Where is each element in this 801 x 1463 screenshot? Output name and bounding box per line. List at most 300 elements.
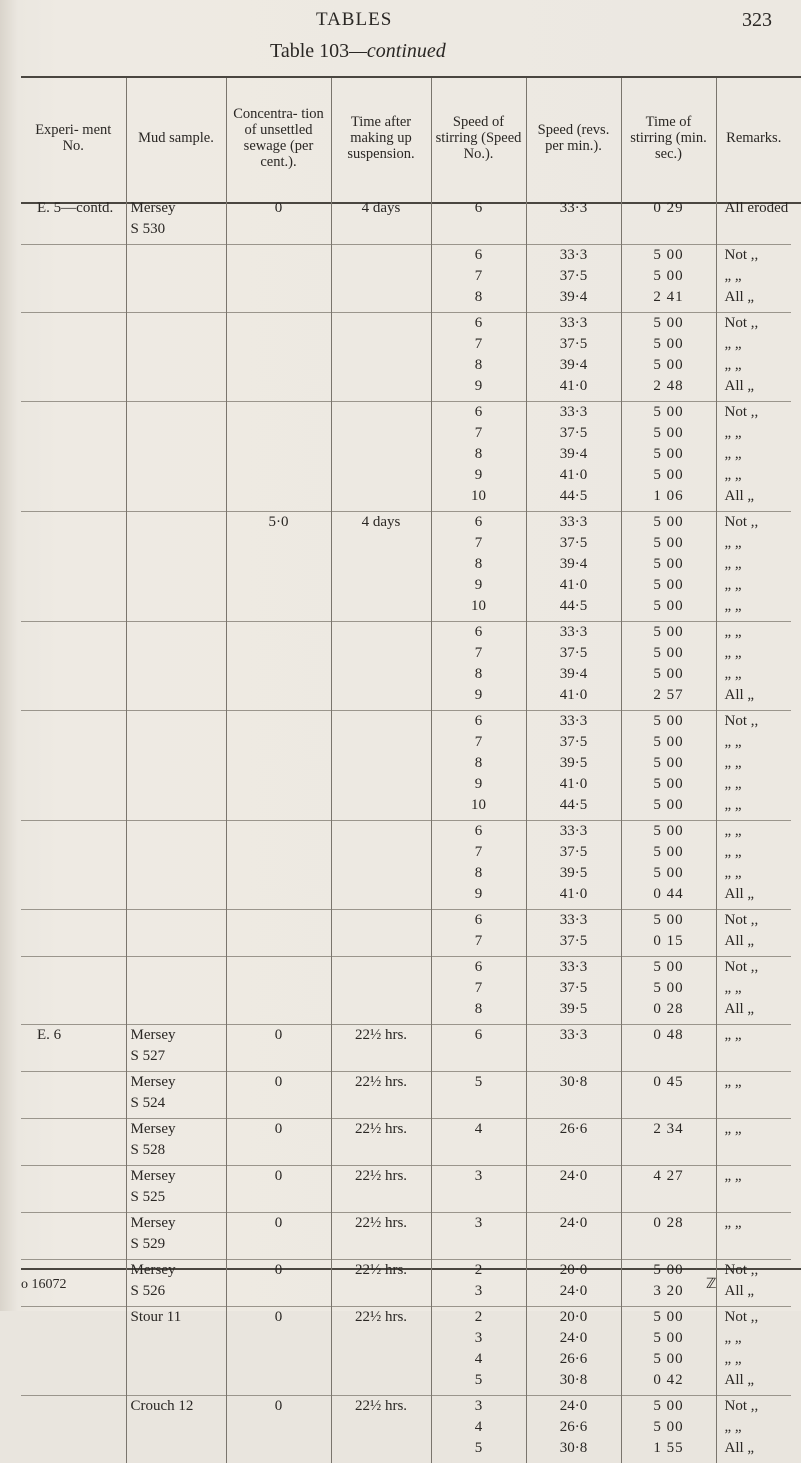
time-of-stirring-line: 5 00: [653, 315, 684, 331]
speed-no-line: 6: [474, 514, 483, 530]
speed-revs-line: 37·5: [559, 336, 588, 352]
time-of-stirring-line: 0 44: [653, 886, 684, 902]
speed-revs-line: 20·0: [559, 1262, 588, 1278]
mud-sample-line: Stour 11: [130, 1309, 182, 1325]
experiment-cell: [21, 957, 126, 1021]
remarks-line: „ „: [724, 556, 742, 572]
column-header-speed-no: Speed of stirring (Speed No.).: [431, 78, 526, 198]
time-of-stirring-cell: [621, 1166, 716, 1209]
time-of-stirring-line: 5 00: [653, 823, 684, 839]
table-row: [21, 1260, 791, 1303]
concentration-line: 0: [274, 1398, 283, 1414]
speed-revs-line: 39·5: [559, 755, 588, 771]
speed-no-cell: [431, 198, 526, 240]
remarks-line: All „: [724, 933, 755, 949]
time-after-line: 22½ hrs.: [354, 1121, 408, 1137]
remarks-line: „ „: [724, 425, 742, 441]
speed-no-cell: [431, 1307, 526, 1392]
time-of-stirring-line: 1 55: [653, 1440, 684, 1456]
time-of-stirring-line: 2 57: [653, 687, 684, 703]
speed-no-line: 6: [474, 959, 483, 975]
time-of-stirring-cell: [621, 957, 716, 1021]
speed-revs-line: 33·3: [559, 315, 588, 331]
time-of-stirring-cell: [621, 245, 716, 309]
experiment-line: [37, 910, 122, 931]
time-of-stirring-cell: [621, 1025, 716, 1068]
table-row: [21, 512, 791, 618]
experiment-line: E. 5—contd.: [37, 200, 114, 216]
speed-revs-line: 33·3: [559, 713, 588, 729]
experiment-cell: [21, 512, 126, 618]
experiment-cell: [21, 1025, 126, 1068]
remarks-cell: [716, 198, 791, 240]
speed-no-line: 10: [471, 797, 486, 813]
time-of-stirring-line: 5 00: [653, 713, 684, 729]
speed-no-line: 6: [474, 247, 483, 263]
speed-no-line: 3: [474, 1398, 483, 1414]
remarks-line: „ „: [724, 577, 742, 593]
time-of-stirring-cell: [621, 402, 716, 508]
concentration-line: [231, 402, 327, 423]
speed-no-line: 10: [471, 488, 486, 504]
spacer-cell: [226, 1459, 331, 1463]
speed-no-line: 6: [474, 713, 483, 729]
remarks-cell: [716, 1166, 791, 1209]
speed-revs-cell: [526, 957, 621, 1021]
time-of-stirring-cell: [621, 821, 716, 906]
remarks-line: Not ,,: [724, 912, 759, 928]
speed-no-line: 8: [474, 446, 483, 462]
remarks-line: „ „: [724, 1121, 742, 1137]
experiment-cell: [21, 1213, 126, 1256]
mud-sample-line: Mersey: [130, 1168, 176, 1184]
mud-sample-line: S 526: [130, 1283, 166, 1299]
speed-revs-cell: [526, 1119, 621, 1162]
experiment-line: [37, 622, 122, 643]
speed-no-line: 7: [474, 980, 483, 996]
time-after-cell: [331, 1166, 431, 1209]
spacer-cell: [621, 1459, 716, 1463]
speed-no-line: 6: [474, 912, 483, 928]
speed-revs-line: 33·3: [559, 823, 588, 839]
remarks-cell: [716, 1025, 791, 1068]
concentration-cell: [226, 198, 331, 240]
speed-no-line: 6: [474, 404, 483, 420]
time-of-stirring-line: 5 00: [653, 734, 684, 750]
speed-no-cell: [431, 1396, 526, 1460]
experiment-cell: [21, 198, 126, 240]
table-row: [21, 1119, 791, 1162]
speed-revs-line: 41·0: [559, 886, 588, 902]
speed-revs-line: 37·5: [559, 425, 588, 441]
speed-no-cell: [431, 711, 526, 817]
concentration-line: 0: [274, 1074, 283, 1090]
time-of-stirring-line: 5 00: [653, 1262, 684, 1278]
speed-revs-line: 33·3: [559, 514, 588, 530]
time-of-stirring-line: 5 00: [653, 959, 684, 975]
time-after-cell: [331, 245, 431, 309]
time-after-line: 22½ hrs.: [354, 1215, 408, 1231]
time-after-line: [336, 910, 427, 931]
mud-sample-cell: [126, 402, 226, 508]
concentration-cell: [226, 402, 331, 508]
speed-no-line: 7: [474, 535, 483, 551]
table-header-row: [21, 78, 791, 198]
remarks-line: „ „: [724, 844, 742, 860]
experiment-line: [37, 957, 122, 978]
time-of-stirring-line: 4 27: [653, 1168, 684, 1184]
time-after-line: [336, 622, 427, 643]
concentration-cell: [226, 313, 331, 398]
experiment-cell: [21, 1166, 126, 1209]
mud-sample-line: S 528: [130, 1142, 166, 1158]
spacer-cell: [526, 1459, 621, 1463]
data-table: [21, 78, 791, 1463]
mud-sample-line: S 530: [130, 221, 166, 237]
speed-no-line: 7: [474, 844, 483, 860]
experiment-line: [37, 821, 122, 842]
mud-sample-cell: [126, 1166, 226, 1209]
speed-revs-cell: [526, 711, 621, 817]
mud-sample-line: Mersey: [130, 1027, 176, 1043]
column-header-mud-sample: Mud sample.: [126, 78, 226, 198]
remarks-line: All „: [724, 687, 755, 703]
table-row: [21, 1396, 791, 1460]
remarks-line: „ „: [724, 467, 742, 483]
remarks-cell: [716, 957, 791, 1021]
mud-sample-cell: [126, 910, 226, 953]
speed-revs-cell: [526, 198, 621, 240]
speed-revs-line: 30·8: [559, 1074, 588, 1090]
table-row: [21, 1072, 791, 1115]
time-after-cell: [331, 402, 431, 508]
concentration-line: [231, 622, 327, 643]
table-row: [21, 910, 791, 953]
remarks-line: „ „: [724, 980, 742, 996]
time-after-cell: [331, 313, 431, 398]
mud-sample-cell: [126, 313, 226, 398]
table-row: [21, 313, 791, 398]
speed-no-line: 4: [474, 1419, 483, 1435]
mud-sample-cell: [126, 1396, 226, 1460]
table-row: [21, 245, 791, 309]
speed-no-line: 2: [474, 1262, 483, 1278]
concentration-cell: [226, 910, 331, 953]
time-of-stirring-cell: [621, 1260, 716, 1303]
time-of-stirring-line: 5 00: [653, 645, 684, 661]
remarks-line: „ „: [724, 446, 742, 462]
experiment-line: [37, 402, 122, 423]
concentration-line: [231, 313, 327, 334]
speed-revs-line: 41·0: [559, 687, 588, 703]
time-after-cell: [331, 1396, 431, 1460]
remarks-line: Not ,,: [724, 1262, 759, 1278]
time-of-stirring-line: 5 00: [653, 980, 684, 996]
speed-revs-cell: [526, 313, 621, 398]
speed-revs-line: 39·4: [559, 666, 588, 682]
speed-revs-cell: [526, 1213, 621, 1256]
mud-sample-line: S 525: [130, 1189, 166, 1205]
speed-revs-line: 24·0: [559, 1215, 588, 1231]
speed-revs-line: 33·3: [559, 404, 588, 420]
speed-no-line: 3: [474, 1283, 483, 1299]
speed-revs-cell: [526, 402, 621, 508]
speed-no-cell: [431, 1166, 526, 1209]
speed-revs-line: 37·5: [559, 844, 588, 860]
speed-no-cell: [431, 910, 526, 953]
time-of-stirring-line: 2 34: [653, 1121, 684, 1137]
table-row: [21, 622, 791, 707]
mud-sample-cell: [126, 711, 226, 817]
remarks-line: „ „: [724, 598, 742, 614]
experiment-line: [37, 1119, 122, 1140]
speed-revs-line: 41·0: [559, 776, 588, 792]
spacer-cell: [126, 1459, 226, 1463]
speed-no-line: 7: [474, 336, 483, 352]
remarks-line: „ „: [724, 823, 742, 839]
time-after-cell: [331, 1260, 431, 1303]
printer-signature: o 16072: [21, 1277, 67, 1292]
time-of-stirring-line: 5 00: [653, 1330, 684, 1346]
mud-sample-line: Mersey: [130, 1121, 176, 1137]
concentration-line: 0: [274, 200, 283, 216]
speed-no-line: 6: [474, 315, 483, 331]
table-row: [21, 957, 791, 1021]
speed-no-line: 4: [474, 1351, 483, 1367]
speed-revs-line: 39·5: [559, 865, 588, 881]
time-after-cell: [331, 957, 431, 1021]
speed-revs-cell: [526, 622, 621, 707]
experiment-cell: [21, 402, 126, 508]
time-after-cell: [331, 821, 431, 906]
speed-revs-line: 24·0: [559, 1283, 588, 1299]
mud-sample-cell: [126, 1025, 226, 1068]
experiment-line: [37, 313, 122, 334]
time-of-stirring-line: 5 00: [653, 535, 684, 551]
time-after-line: [336, 821, 427, 842]
experiment-line: [37, 711, 122, 732]
mud-sample-cell: [126, 245, 226, 309]
time-after-line: [336, 245, 427, 266]
time-of-stirring-line: 5 00: [653, 865, 684, 881]
remarks-cell: [716, 1307, 791, 1392]
time-after-cell: [331, 622, 431, 707]
time-of-stirring-line: 2 41: [653, 289, 684, 305]
time-of-stirring-line: 5 00: [653, 797, 684, 813]
remarks-cell: [716, 1072, 791, 1115]
time-of-stirring-line: 5 00: [653, 247, 684, 263]
time-of-stirring-cell: [621, 1072, 716, 1115]
speed-no-line: 7: [474, 425, 483, 441]
speed-revs-line: 37·5: [559, 535, 588, 551]
time-of-stirring-line: 5 00: [653, 336, 684, 352]
time-after-cell: [331, 1072, 431, 1115]
speed-revs-cell: [526, 1307, 621, 1392]
speed-no-line: 9: [474, 577, 483, 593]
concentration-cell: [226, 622, 331, 707]
time-of-stirring-cell: [621, 622, 716, 707]
concentration-cell: [226, 821, 331, 906]
speed-no-cell: [431, 1260, 526, 1303]
signature-mark: ℤ: [706, 1277, 717, 1292]
table-body: [21, 198, 791, 1463]
remarks-line: All „: [724, 1283, 755, 1299]
time-of-stirring-line: 0 48: [653, 1027, 684, 1043]
remarks-line: „ „: [724, 1027, 742, 1043]
speed-no-line: 6: [474, 200, 483, 216]
time-of-stirring-line: 5 00: [653, 598, 684, 614]
time-of-stirring-cell: [621, 1307, 716, 1392]
speed-revs-cell: [526, 910, 621, 953]
remarks-cell: [716, 1396, 791, 1460]
remarks-cell: [716, 910, 791, 953]
spacer-cell: [716, 1459, 791, 1463]
speed-revs-line: 33·3: [559, 200, 588, 216]
speed-revs-line: 30·8: [559, 1440, 588, 1456]
time-after-line: 22½ hrs.: [354, 1262, 408, 1278]
remarks-line: „ „: [724, 666, 742, 682]
remarks-cell: [716, 402, 791, 508]
concentration-line: 0: [274, 1215, 283, 1231]
speed-no-line: 8: [474, 865, 483, 881]
speed-no-line: 6: [474, 823, 483, 839]
experiment-line: [37, 512, 122, 533]
remarks-cell: [716, 313, 791, 398]
speed-revs-line: 41·0: [559, 467, 588, 483]
speed-no-cell: [431, 1213, 526, 1256]
concentration-line: [231, 957, 327, 978]
speed-revs-line: 26·6: [559, 1351, 588, 1367]
mud-sample-cell: [126, 821, 226, 906]
concentration-cell: [226, 1260, 331, 1303]
remarks-cell: [716, 1260, 791, 1303]
speed-revs-line: 26·6: [559, 1419, 588, 1435]
speed-no-cell: [431, 622, 526, 707]
experiment-line: [37, 1072, 122, 1093]
speed-revs-line: 33·3: [559, 912, 588, 928]
time-after-line: 22½ hrs.: [354, 1074, 408, 1090]
remarks-line: „ „: [724, 535, 742, 551]
speed-no-line: 3: [474, 1215, 483, 1231]
speed-revs-line: 39·4: [559, 289, 588, 305]
time-of-stirring-line: 5 00: [653, 425, 684, 441]
remarks-cell: [716, 622, 791, 707]
concentration-line: [231, 245, 327, 266]
time-of-stirring-cell: [621, 1119, 716, 1162]
concentration-line: 0: [274, 1027, 283, 1043]
time-after-cell: [331, 910, 431, 953]
remarks-line: „ „: [724, 797, 742, 813]
concentration-line: [231, 821, 327, 842]
concentration-cell: [226, 1396, 331, 1460]
experiment-cell: [21, 622, 126, 707]
remarks-line: „ „: [724, 776, 742, 792]
speed-no-line: 8: [474, 666, 483, 682]
time-after-cell: [331, 1213, 431, 1256]
experiment-cell: [21, 1072, 126, 1115]
speed-no-line: 7: [474, 933, 483, 949]
remarks-cell: [716, 1213, 791, 1256]
time-of-stirring-cell: [621, 1213, 716, 1256]
table-row: [21, 711, 791, 817]
mud-sample-cell: [126, 622, 226, 707]
running-head-title: TABLES: [316, 9, 393, 30]
time-of-stirring-line: 5 00: [653, 446, 684, 462]
time-of-stirring-line: 5 00: [653, 912, 684, 928]
time-of-stirring-line: 1 06: [653, 488, 684, 504]
concentration-line: 0: [274, 1121, 283, 1137]
remarks-line: All „: [724, 886, 755, 902]
speed-revs-line: 33·3: [559, 1027, 588, 1043]
speed-no-line: 4: [474, 1121, 483, 1137]
concentration-cell: [226, 1166, 331, 1209]
remarks-line: All „: [724, 289, 755, 305]
mud-sample-line: Mersey: [130, 1074, 176, 1090]
remarks-line: All „: [724, 1440, 755, 1456]
speed-no-cell: [431, 1072, 526, 1115]
time-of-stirring-line: 5 00: [653, 666, 684, 682]
speed-revs-line: 41·0: [559, 577, 588, 593]
speed-no-line: 8: [474, 755, 483, 771]
mud-sample-line: S 524: [130, 1095, 166, 1111]
time-after-line: 22½ hrs.: [354, 1168, 408, 1184]
table-row: [21, 1307, 791, 1392]
mud-sample-line: S 529: [130, 1236, 166, 1252]
mud-sample-cell: [126, 1119, 226, 1162]
speed-no-line: 5: [474, 1440, 483, 1456]
remarks-line: „ „: [724, 1215, 742, 1231]
experiment-line: [37, 1166, 122, 1187]
time-of-stirring-cell: [621, 1396, 716, 1460]
time-of-stirring-line: 5 00: [653, 1419, 684, 1435]
concentration-cell: [226, 1072, 331, 1115]
time-of-stirring-line: 5 00: [653, 467, 684, 483]
time-of-stirring-line: 5 00: [653, 624, 684, 640]
speed-revs-line: 39·4: [559, 446, 588, 462]
remarks-line: „ „: [724, 1074, 742, 1090]
speed-no-line: 9: [474, 467, 483, 483]
time-of-stirring-line: 5 00: [653, 1398, 684, 1414]
remarks-line: All „: [724, 378, 755, 394]
remarks-line: Not ,,: [724, 713, 759, 729]
spacer-cell: [331, 1459, 431, 1463]
concentration-cell: [226, 1025, 331, 1068]
row-spacer: [21, 1459, 791, 1463]
speed-no-line: 9: [474, 378, 483, 394]
speed-revs-line: 33·3: [559, 247, 588, 263]
time-after-cell: [331, 1307, 431, 1392]
time-after-line: 22½ hrs.: [354, 1309, 408, 1325]
speed-revs-line: 26·6: [559, 1121, 588, 1137]
remarks-line: Not ,,: [724, 315, 759, 331]
remarks-line: „ „: [724, 734, 742, 750]
speed-revs-line: 39·5: [559, 1001, 588, 1017]
speed-revs-line: 20·0: [559, 1309, 588, 1325]
speed-no-cell: [431, 1025, 526, 1068]
concentration-cell: [226, 1213, 331, 1256]
concentration-cell: [226, 711, 331, 817]
remarks-line: „ „: [724, 755, 742, 771]
spacer-cell: [431, 1459, 526, 1463]
time-of-stirring-line: 0 42: [653, 1372, 684, 1388]
concentration-line: 0: [274, 1309, 283, 1325]
speed-revs-line: 37·5: [559, 734, 588, 750]
speed-no-line: 9: [474, 886, 483, 902]
speed-no-line: 3: [474, 1168, 483, 1184]
speed-revs-cell: [526, 1072, 621, 1115]
mud-sample-line: Mersey: [130, 1215, 176, 1231]
speed-no-cell: [431, 821, 526, 906]
